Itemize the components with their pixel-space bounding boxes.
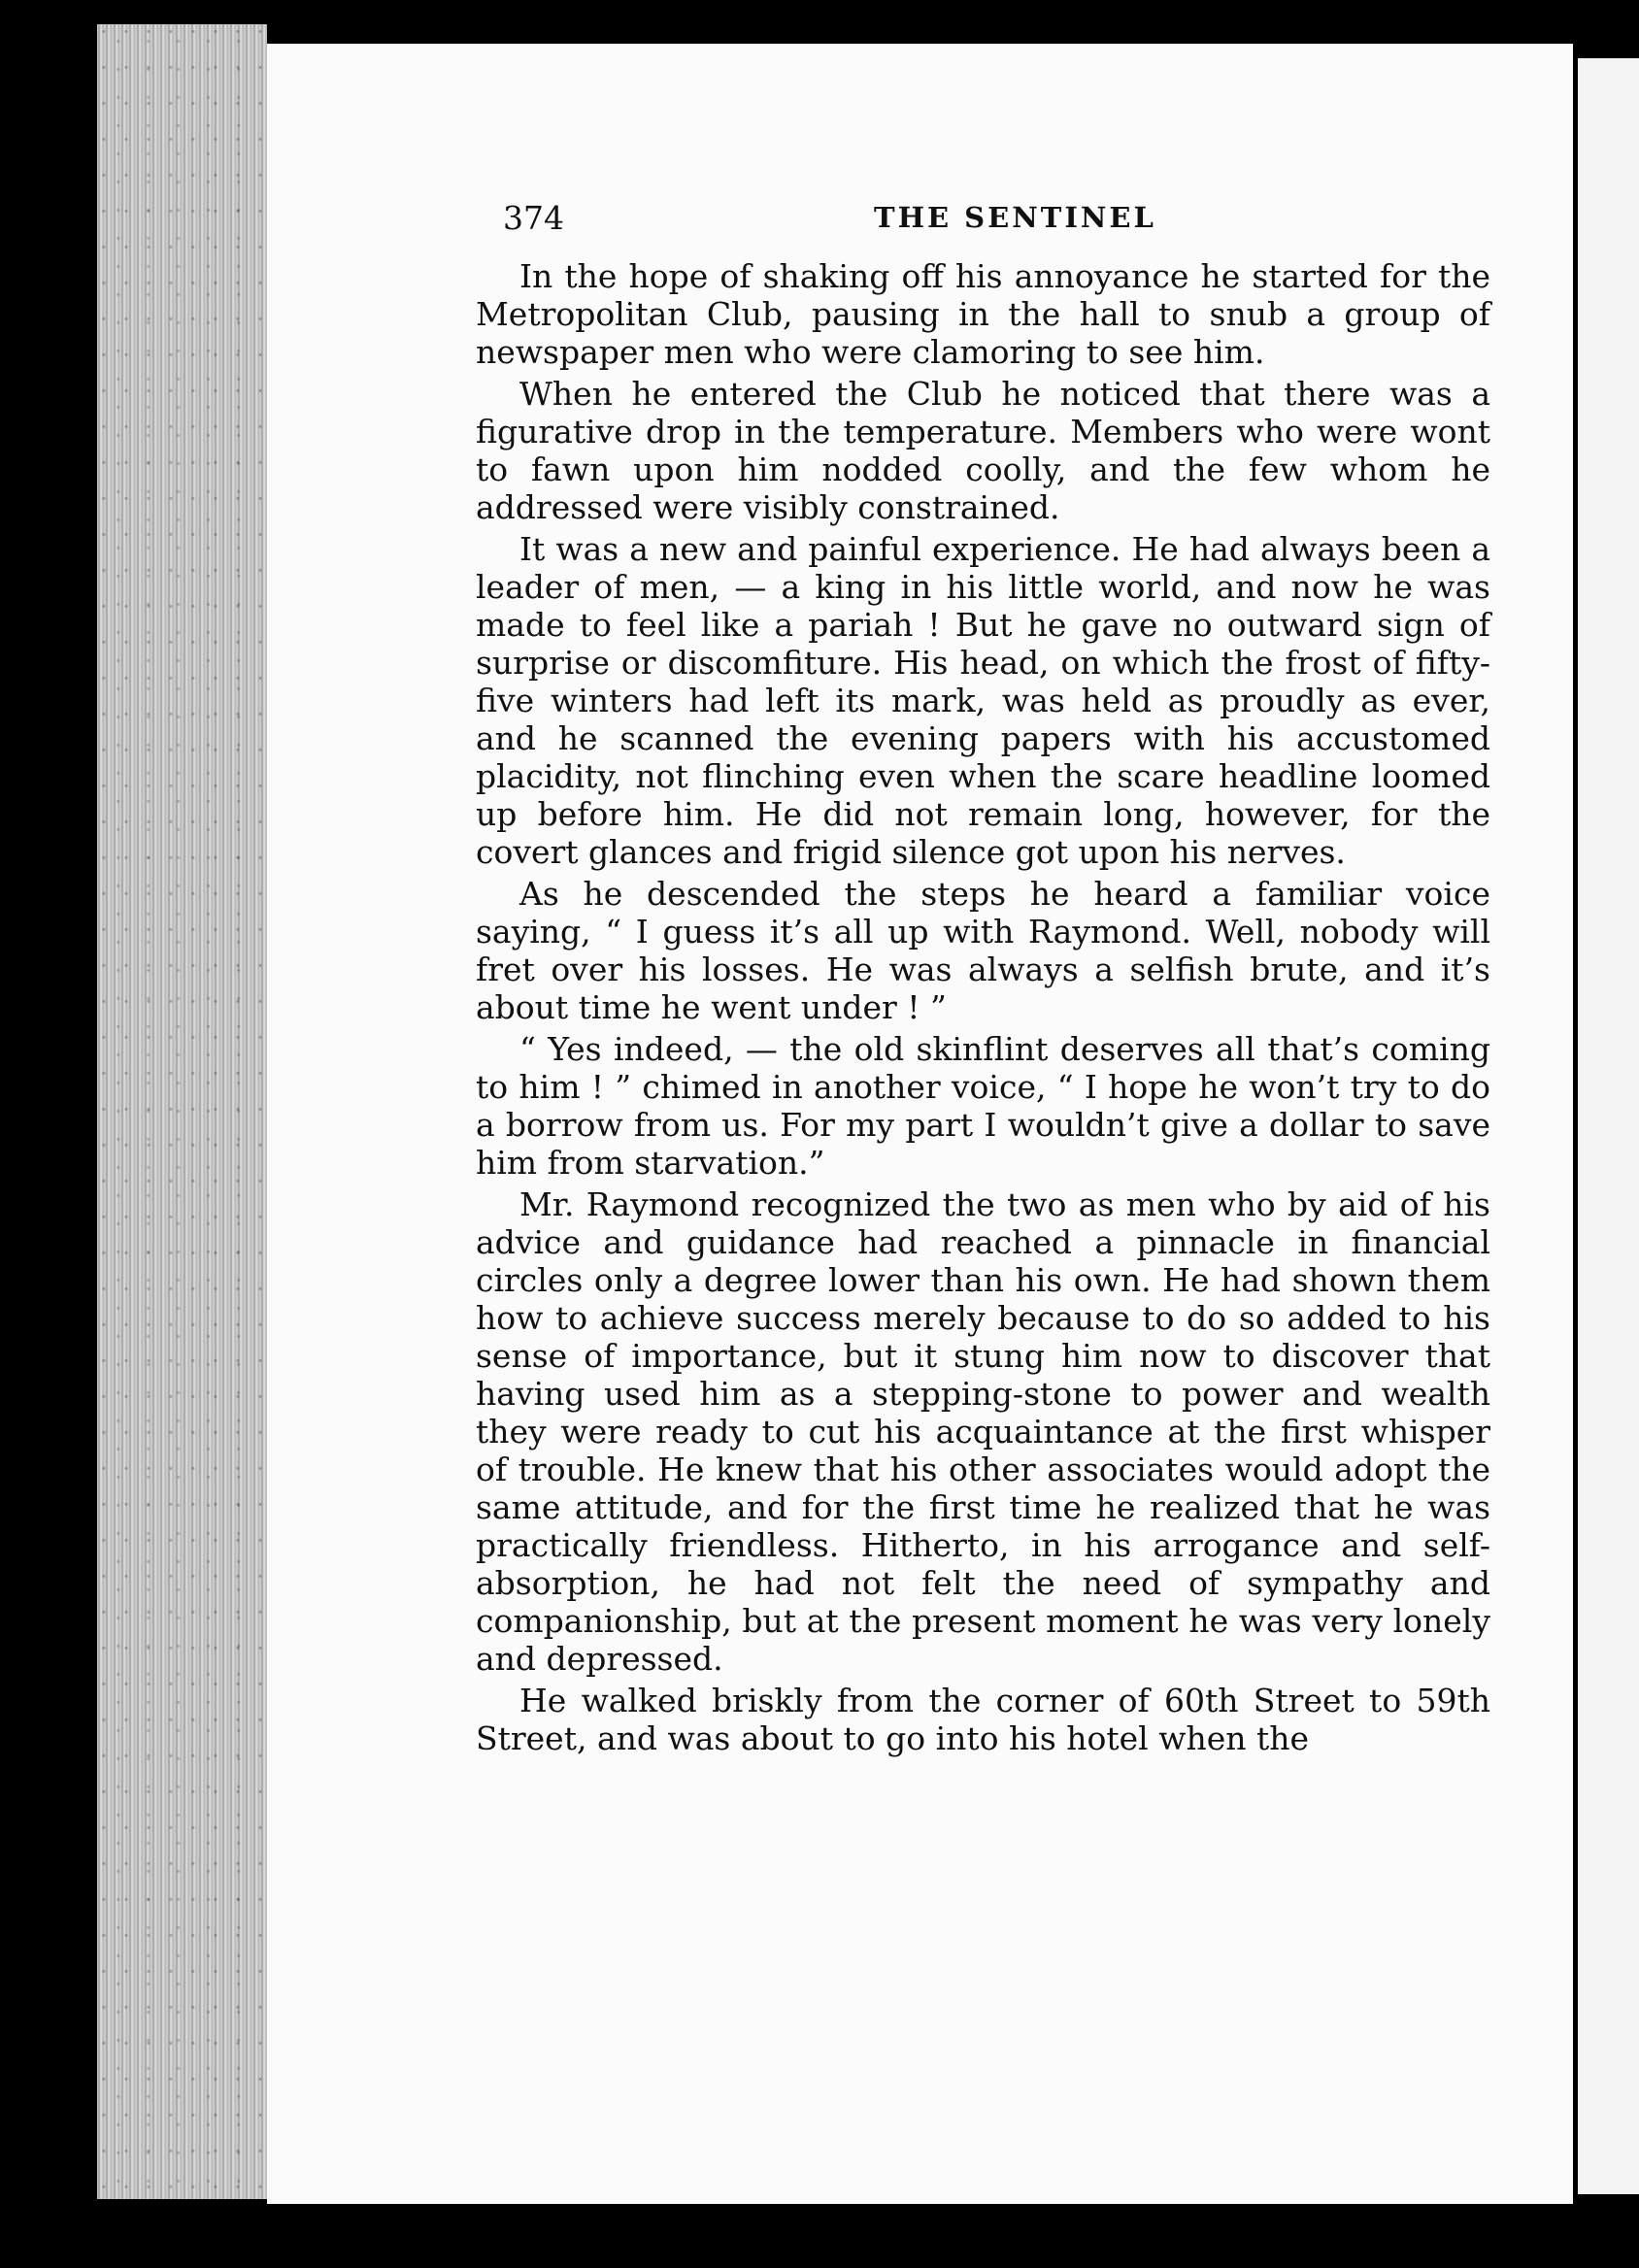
paragraph: When he entered the Club he noticed that there was a figurative drop in the temperature. Members who were wont to fawn upon him nodded coolly, and the few whom he addressed were visibly constrained.	[476, 375, 1490, 526]
paragraph: It was a new and painful experience. He had always been a leader of men, — a king in his little world, and now he was made to feel like a pariah ! But he gave no outward sign of surprise or discomfiture. His head, on which the frost of fifty-five winters had left its mark, was held as proudly as ever, and he scanned the evening papers with his accustomed placidity, not flinching even when the scare headline loomed up before him. He did not remain long, however, for the covert glances and frigid silence got upon his nerves.	[476, 530, 1490, 871]
facing-page-edge	[1578, 58, 1639, 2194]
body-text	[476, 257, 1490, 1761]
paragraph: In the hope of shaking off his annoyance he started for the Metropolitan Club, pausing in the hall to snub a group of newspaper men who were clamoring to see him.	[476, 257, 1490, 371]
page-content	[476, 199, 1490, 1761]
paragraph: As he descended the steps he heard a familiar voice saying, “ I guess it’s all up with Raymond. Well, nobody will fret over his losses. He was always a selfish brute, and it’s about time he went under ! ”	[476, 875, 1490, 1026]
paragraph: He walked briskly from the corner of 60th Street to 59th Street, and was about to go into his hotel when the	[476, 1682, 1490, 1757]
page-header	[476, 199, 1490, 257]
paragraph: Mr. Raymond recognized the two as men who by aid of his advice and guidance had reached a pinnacle in financial circles only a degree lower than his own. He had shown them how to achieve success merely because to do so added to his sense of importance, but it stung him now to discover that having used him as a stepping-stone to power and wealth they were ready to cut his acquaintance at the first whisper of trouble. He knew that his other associates would adopt the same attitude, and for the first time he realized that he was practically friendless. Hitherto, in his arrogance and self-absorption, he had not felt the need of sympathy and companionship, but at the present moment he was very lonely and depressed.	[476, 1185, 1490, 1678]
book-page-edges	[97, 24, 267, 2199]
page-number: 374	[503, 199, 564, 237]
paragraph: “ Yes indeed, — the old skinflint deserves all that’s coming to him ! ” chimed in another voice, “ I hope he won’t try to do a borrow from us. For my part I wouldn’t give a dollar to save him from starvation.”	[476, 1030, 1490, 1182]
running-title: THE SENTINEL	[874, 201, 1156, 234]
